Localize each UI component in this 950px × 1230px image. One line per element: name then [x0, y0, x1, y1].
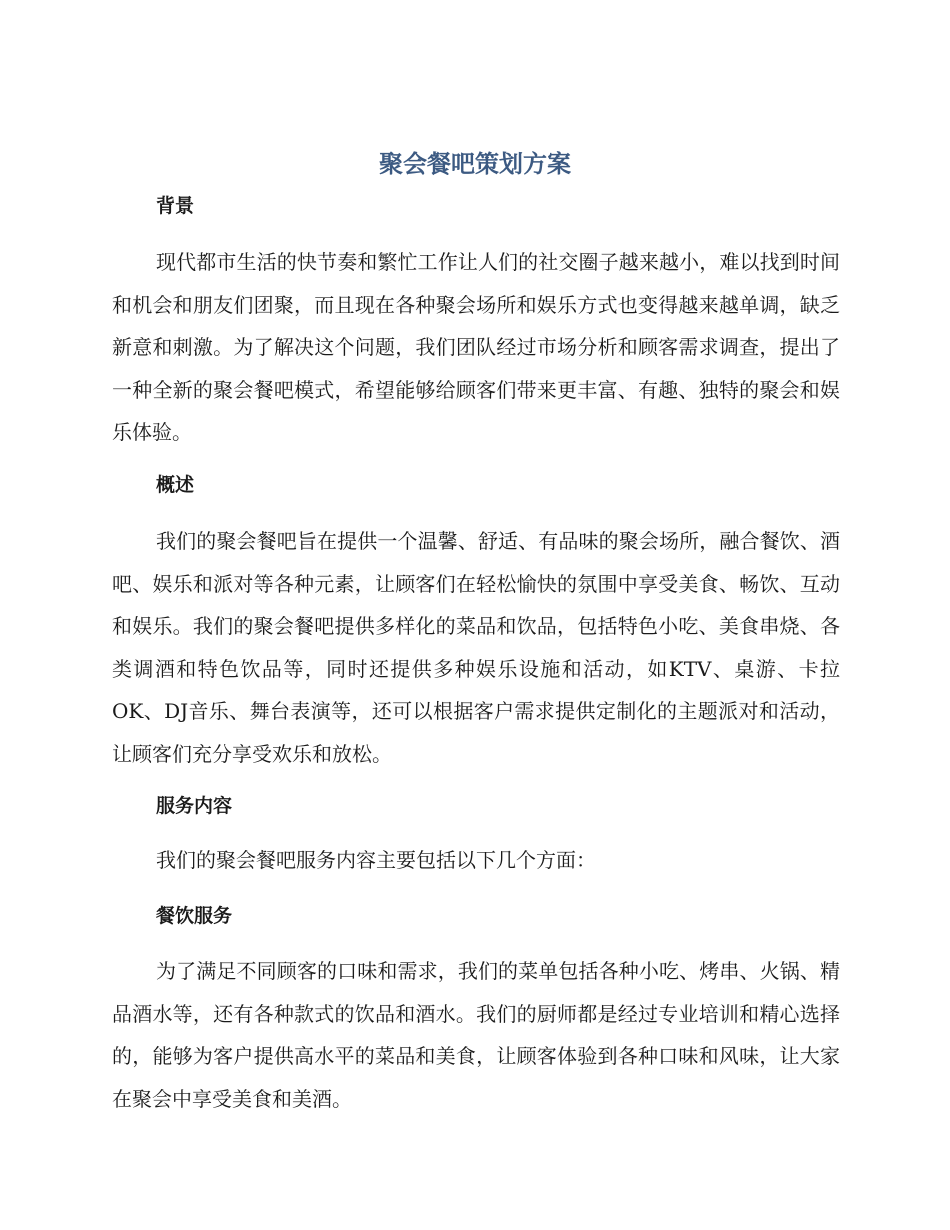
document-title: 聚会餐吧策划方案 — [379, 150, 571, 178]
section-paragraph-catering: 为了满足不同顾客的口味和需求，我们的菜单包括各种小吃、烤串、火锅、精品酒水等，还有各种款式的饮品和酒水。我们的厨师都是经过专业培训和精心选择的，能够为客户提供高水平的菜品和美食，让顾客体验到各种口味和风味，让大家在聚会中享受美食和美酒。 — [112, 959, 840, 1111]
section-heading-catering: 餐饮服务 — [156, 905, 233, 927]
section-heading-overview: 概述 — [156, 474, 195, 496]
section-heading-services: 服务内容 — [156, 795, 233, 817]
section-heading-background: 背景 — [156, 195, 195, 217]
section-paragraph-services: 我们的聚会餐吧服务内容主要包括以下几个方面： — [156, 848, 596, 872]
section-paragraph-background: 现代都市生活的快节奏和繁忙工作让人们的社交圈子越来越小，难以找到时间和机会和朋友们团聚，而且现在各种聚会场所和娱乐方式也变得越来越单调，缺乏新意和刺激。为了解决这个问题，我们团队经过市场分析和顾客需求调查，提出了一种全新的聚会餐吧模式，希望能够给顾客们带来更丰富、有趣、独特的聚会和娱乐体验。 — [112, 250, 840, 444]
section-paragraph-overview: 我们的聚会餐吧旨在提供一个温馨、舒适、有品味的聚会场所，融合餐饮、酒吧、娱乐和派对等各种元素，让顾客们在轻松愉快的氛围中享受美食、畅饮、互动和娱乐。我们的聚会餐吧提供多样化的菜品和饮品，包括特色小吃、美食串烧、各类调酒和特色饮品等，同时还提供多种娱乐设施和活动，如KTV、桌游、卡拉OK、DJ音乐、舞台表演等，还可以根据客户需求提供定制化的主题派对和活动，让顾客们充分享受欢乐和放松。 — [112, 529, 840, 766]
